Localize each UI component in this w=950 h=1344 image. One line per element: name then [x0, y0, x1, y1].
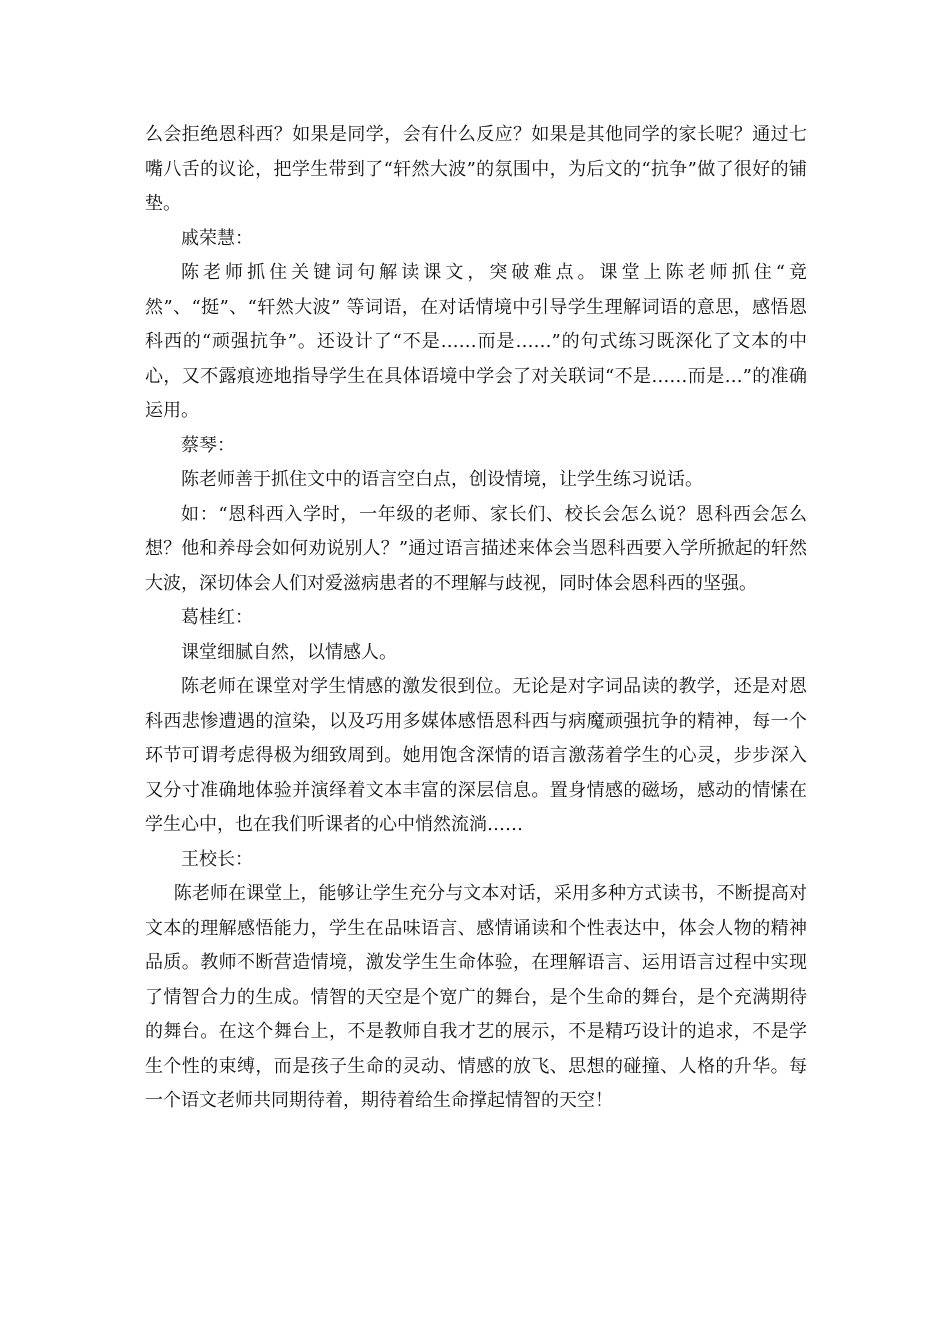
paragraph-ge-guihong-summary: 课堂细腻自然，以情感人。 — [181, 641, 397, 663]
paragraph-continuation: 么会拒绝恩科西？如果是同学，会有什么反应？如果是其他同学的家长呢？通过七嘴八舌的议论，把学生带到了“轩然大波”的氛围中，为后文的“抗争”做了很好的铺垫。 — [145, 124, 807, 214]
document-page — [145, 118, 807, 1119]
paragraph-ge-guihong-comment: 陈老师在课堂对学生情感的激发很到位。无论是对字词品读的教学，还是对恩科西悲惨遭遇的渲染，以及巧用多媒体感悟恩科西与病魔顽强抗争的精神，每一个环节可谓考虑得极为细致周到。她用饱含深情的语言激荡着学生的心灵，步步深入又分寸准确地体验并演绎着文本丰富的深层信息。置身情感的磁场，感动的情愫在学生心中，也在我们听课者的心中悄然流淌…… — [145, 676, 807, 835]
speaker-principal-wang: 王校长： — [181, 848, 253, 870]
speaker-qi-ronghui: 戚荣慧： — [181, 227, 253, 249]
paragraph-principal-wang-comment: 陈老师在课堂上，能够让学生充分与文本对话，采用多种方式读书，不断提高对文本的理解感悟能力，学生在品味语言、感情诵读和个性表达中，体会人物的精神品质。教师不断营造情境，激发学生生命体验，在理解语言、运用语言过程中实现了情智合力的生成。情智的天空是个宽广的舞台，是个生命的舞台，是个充满期待的舞台。在这个舞台上，不是教师自我才艺的展示，不是精巧设计的追求，不是学生个性的束缚，而是孩子生命的灵动、情感的放飞、思想的碰撞、人格的升华。每一个语文老师共同期待着，期待着给生命撑起情智的天空！ — [145, 883, 807, 1111]
paragraph-cai-qin-example: 如：“恩科西入学时，一年级的老师、家长们、校长会怎么说？恩科西会怎么想？他和养母会如何劝说别人？”通过语言描述来体会当恩科西要入学所掀起的轩然大波，深切体会人们对爱滋病患者的不理解与歧视，同时体会恩科西的坚强。 — [145, 503, 807, 594]
paragraph-cai-qin-comment: 陈老师善于抓住文中的语言空白点，创设情境，让学生练习说话。 — [181, 469, 703, 490]
paragraph-qi-ronghui-comment: 陈老师抓住关键词句解读课文，突破难点。课堂上陈老师抓住“竟然”、“挺”、“轩然大波” 等词语，在对话情境中引导学生理解词语的意思，感悟恩科西的“顽强抗争”。还设计了“不是……而是……”的句式练习既深化了文本的中心，又不露痕迹地指导学生在具体语境中学会了对关联词“不是……而是…”的准确运用。 — [145, 262, 807, 421]
speaker-ge-guihong: 葛桂红： — [181, 607, 253, 628]
speaker-cai-qin: 蔡琴： — [181, 434, 235, 456]
